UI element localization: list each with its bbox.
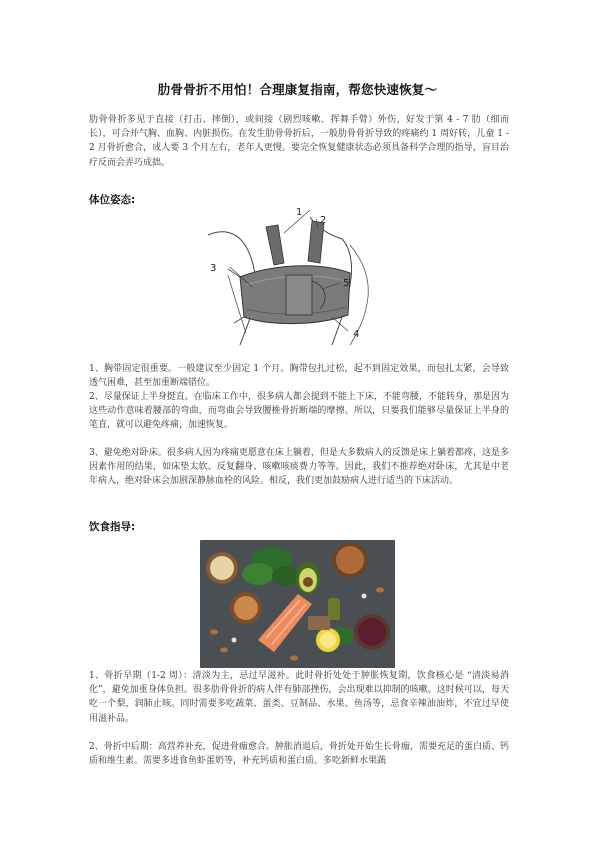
figure-label-4: 4 xyxy=(353,329,360,340)
diet-item-2: 2、骨折中后期：高营养补充，促进骨痂愈合。肿胀消退后，骨折处开始生长骨痂，需要充足的蛋白质、钙质和维生素。需要多进食鱼虾蛋奶等，补充钙质和蛋白质。多吃新鲜水果蔬 xyxy=(89,742,509,767)
posture-heading: 体位姿态: xyxy=(89,194,136,206)
figure-label-5: 5 xyxy=(343,278,350,289)
rib-belt-illustration xyxy=(200,205,395,355)
diet-item-1: 1、骨折早期（1-2 周）：清淡为主，忌过早滋补。此时骨折处处于肿胀恢复期，饮食核心是 “清淡易消化”，避免加重身体负担。很多肋骨骨折的病人伴有肺部挫伤，会出现难以抑制的咳嗽。这时候可以，每天吃一个梨，润肺止咳。同时需要多吃蔬菜、蛋类、豆制品、水果、鱼汤等，忌食辛辣油油炸，不宜过早使用滋补品。 xyxy=(89,671,509,724)
posture-item-2: 2、尽量保证上半身挺直。在临床工作中，很多病人都会提到不能上下床，不能弯腰，不能转身，那是因为这些动作意味着腰部的弯曲，而弯曲会导致腰椎骨折断端的摩擦。所以，只要我们能够尽量保证上半身的笔直，就可以避免疼痛，加速恢复。 xyxy=(89,392,509,431)
page-title: 肋骨骨折不用怕！合理康复指南，帮您快速恢复～ xyxy=(157,82,438,97)
figure-label-1: 1 xyxy=(296,207,303,218)
healthy-food-photo xyxy=(200,540,395,668)
diet-heading: 饮食指导: xyxy=(89,521,136,533)
figure-label-3: 3 xyxy=(210,263,217,274)
posture-item-1: 1、胸带固定很重要。一般建议至少固定 1 个月。胸带包扎过松，起不到固定效果，而包扎太紧，会导致透气困难，甚至加重断端错位。 xyxy=(89,364,509,389)
intro-paragraph: 肋骨骨折多见于直接（打击、摔倒），或间接（剧烈咳嗽、挥舞手臂）外伤，好发于第 4 - 7 肋（细而长），可合并气胸、血胸、内脏损伤。在发生肋骨骨折后，一般肋骨骨折导致的疼痛约 1 周好转，儿童 1 - 2 月骨折愈合，成人要 3 个月左右，老年人更慢。要完全恢复健康状态必须具备科学合理的指导，盲目治疗反而会弄巧成拙。 xyxy=(89,115,509,168)
figure-label-2: 2 xyxy=(320,215,327,226)
posture-item-3: 3、避免绝对卧床。很多病人因为疼痛更愿意在床上躺着，但是大多数病人的反馈是床上躺着都疼，这是多因素作用的结果，如床垫太软、反复翻身、咳嗽咳痰费力等等。因此，我们不推荐绝对卧床，尤其是中老年病人，绝对卧床会加剧深静脉血栓的风险。相反，我们更加鼓励病人进行适当的下床活动。 xyxy=(89,448,509,487)
